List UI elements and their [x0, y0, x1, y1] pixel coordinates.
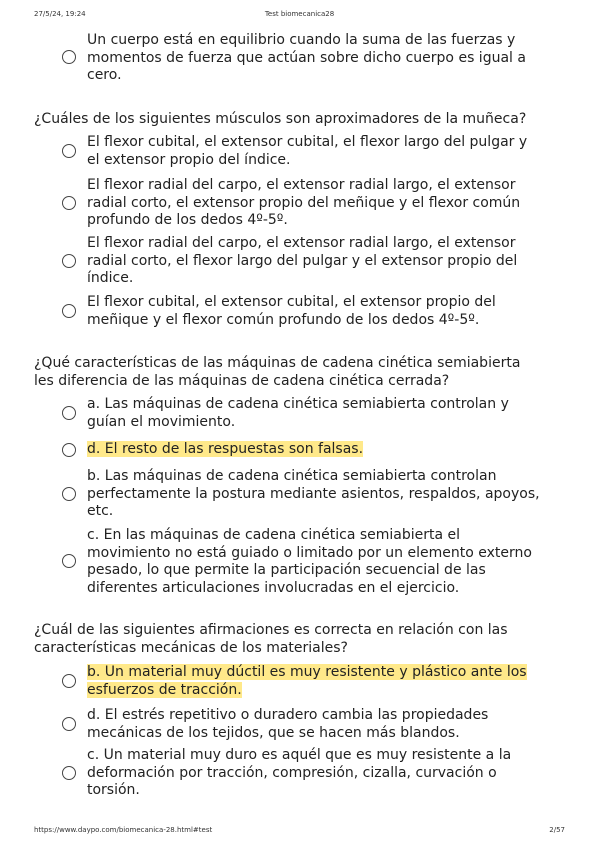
radio-button[interactable] [62, 406, 76, 420]
option-text: b. Las máquinas de cadena cinética semiabierta controlan perfectamente la postura mediante asientos, respaldos, apoyos, etc. [87, 468, 540, 519]
radio-button[interactable] [62, 196, 76, 210]
option-text: Un cuerpo está en equilibrio cuando la suma de las fuerzas y momentos de fuerza que actúan sobre dicho cuerpo es igual a cero. [87, 32, 526, 83]
question-2-text: ¿Qué características de las máquinas de cadena cinética semiabierta les diferencia de las máquinas de cadena cinética cerrada? [34, 355, 521, 389]
radio-button[interactable] [62, 254, 76, 268]
option-text: El flexor cubital, el extensor cubital, el flexor largo del pulgar y el extensor propio del índice. [87, 134, 528, 168]
option-text: El flexor radial del carpo, el extensor radial largo, el extensor radial corto, el extensor propio del meñique y el flexor común profundo de los dedos 4º-5º. [87, 177, 521, 228]
radio-button[interactable] [62, 717, 76, 731]
print-url: https://www.daypo.com/biomecanica-28.html#test [34, 826, 213, 834]
option-text: c. En las máquinas de cadena cinética semiabierta el movimiento no está guiado o limitado por un elemento externo pesado, lo que permite la participación secuencial de las diferentes articulaciones involucradas en el ejercicio. [87, 527, 532, 596]
option-text [87, 441, 562, 459]
radio-button[interactable] [62, 766, 76, 780]
option-text: El flexor radial del carpo, el extensor radial largo, el extensor radial corto, el flexor largo del pulgar y el extensor propio del índice. [87, 235, 518, 286]
page-number: 2/57 [549, 826, 565, 834]
option-text: a. Las máquinas de cadena cinética semiabierta controlan y guían el movimiento. [87, 396, 509, 430]
radio-button[interactable] [62, 554, 76, 568]
radio-button[interactable] [62, 50, 76, 64]
radio-button[interactable] [62, 443, 76, 457]
radio-button[interactable] [62, 304, 76, 318]
question-3-text: ¿Cuál de las siguientes afirmaciones es correcta en relación con las características mecánicas de los materiales? [34, 622, 508, 656]
radio-button[interactable] [62, 487, 76, 501]
highlighted-answer: d. El resto de las respuestas son falsas. [87, 441, 364, 457]
radio-button[interactable] [62, 674, 76, 688]
option-text: c. Un material muy duro es aquél que es muy resistente a la deformación por tracción, compresión, cizalla, curvación o torsión. [87, 747, 512, 798]
radio-button[interactable] [62, 144, 76, 158]
option-text: d. El estrés repetitivo o duradero cambia las propiedades mecánicas de los tejidos, que se hacen más blandos. [87, 707, 489, 741]
question-1-text: ¿Cuáles de los siguientes músculos son aproximadores de la muñeca? [34, 111, 527, 127]
option-text: El flexor cubital, el extensor cubital, el extensor propio del meñique y el flexor común profundo de los dedos 4º-5º. [87, 294, 496, 328]
option-text [87, 664, 562, 699]
highlighted-answer: esfuerzos de tracción. [87, 681, 242, 698]
highlighted-answer: b. Un material muy dúctil es muy resistente y plástico ante los [87, 664, 527, 680]
print-title: Test biomecanica28 [264, 10, 335, 18]
print-date: 27/5/24, 19:24 [34, 10, 86, 18]
